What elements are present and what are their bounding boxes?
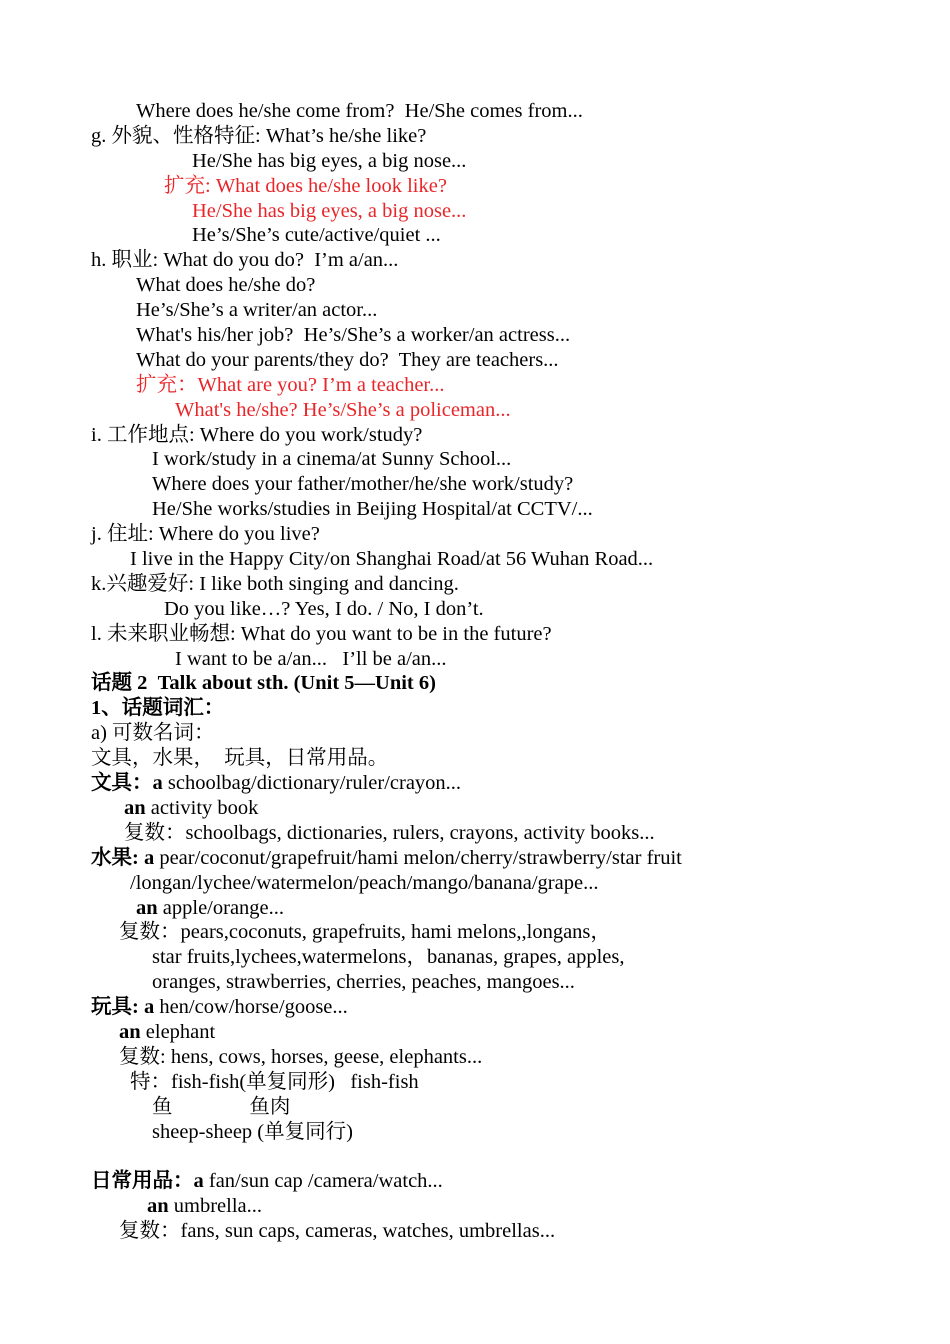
text-line: What do your parents/they do? They are teachers... <box>136 348 559 371</box>
text-line: 复数: hens, cows, horses, geese, elephants... <box>119 1045 483 1068</box>
text-line: Where does he/she come from? He/She comes from... <box>136 100 583 122</box>
category-line: 水果: a pear/coconut/grapefruit/hami melon/cherry/strawberry/star fruit <box>91 846 682 869</box>
text-line: k.兴趣爱好: I like both singing and dancing. <box>91 572 459 595</box>
text-line: He’s/She’s cute/active/quiet ... <box>192 224 441 247</box>
category-label: 文具：a <box>91 772 163 795</box>
text-line: I live in the Happy City/on Shanghai Road/at 56 Wuhan Road... <box>130 548 654 571</box>
text-line: an elephant <box>119 1020 216 1043</box>
document-page <box>0 99 950 1244</box>
text-line: He/She has big eyes, a big nose... <box>192 149 467 172</box>
text-line: an umbrella... <box>147 1195 263 1218</box>
text-line-highlight: 扩充: What does he/she look like? <box>164 174 447 197</box>
text-line: I work/study in a cinema/at Sunny School... <box>152 448 512 471</box>
text-line-highlight: 扩充：What are you? I’m a teacher... <box>136 373 445 396</box>
text-line-highlight: What's he/she? He’s/She’s a policeman... <box>175 398 511 421</box>
text-line: He’s/She’s a writer/an actor... <box>136 299 378 322</box>
text-line: a) 可数名词： <box>91 722 215 745</box>
text-line: oranges, strawberries, cherries, peaches, mangoes... <box>152 971 575 994</box>
text-line: /longan/lychee/watermelon/peach/mango/banana/grape... <box>130 871 599 894</box>
article-label: an <box>136 896 158 919</box>
blank-line <box>0 1144 950 1169</box>
article-label: an <box>119 1020 141 1043</box>
category-label: 玩具: a <box>91 996 155 1019</box>
text-line: an apple/orange... <box>136 896 285 919</box>
text-line: i. 工作地点: Where do you work/study? <box>91 423 423 446</box>
text-line: 特：fish-fish(单复同形) fish-fish <box>130 1070 419 1093</box>
text-line: Where does your father/mother/he/she work/study? <box>152 473 574 496</box>
subsection-heading: 1、话题词汇： <box>91 697 225 720</box>
text-line: 复数：schoolbags, dictionaries, rulers, crayons, activity books... <box>124 821 655 844</box>
text-line: an activity book <box>124 796 259 819</box>
text-line: Do you like…? Yes, I do. / No, I don’t. <box>164 597 484 620</box>
text-line: 文具，水果， 玩具，日常用品。 <box>91 747 389 770</box>
text-line: What's his/her job? He’s/She’s a worker/an actress... <box>136 324 571 347</box>
text-line: star fruits,lychees,watermelons，bananas, grapes, apples, <box>152 946 625 969</box>
text-line: h. 职业: What do you do? I’m a/an... <box>91 249 399 272</box>
article-label: an <box>124 796 146 819</box>
text-line: sheep-sheep (单复同行) <box>152 1120 353 1143</box>
text-line: l. 未来职业畅想: What do you want to be in the future? <box>91 622 552 645</box>
text-line: 复数：fans, sun caps, cameras, watches, umbrellas... <box>119 1220 556 1243</box>
section-heading: 话题 2 Talk about sth. (Unit 5—Unit 6) <box>91 672 436 695</box>
text-line: I want to be a/an... I’ll be a/an... <box>175 647 447 670</box>
text-line: 鱼 鱼肉 <box>152 1095 291 1118</box>
category-label: 水果: a <box>91 846 155 869</box>
text-line: j. 住址: Where do you live? <box>91 523 320 546</box>
category-line: 玩具: a hen/cow/horse/goose... <box>91 996 348 1019</box>
text-line: 复数：pears,coconuts, grapefruits, hami melons,,longans， <box>119 921 611 944</box>
category-label: 日常用品：a <box>91 1170 204 1193</box>
text-line: He/She works/studies in Beijing Hospital/at CCTV/... <box>152 498 593 521</box>
text-line: What does he/she do? <box>136 274 316 297</box>
text-line-highlight: He/She has big eyes, a big nose... <box>192 199 467 222</box>
text-line: g. 外貌、性格特征: What’s he/she like? <box>91 124 427 147</box>
category-line: 日常用品：a fan/sun cap /camera/watch... <box>91 1170 443 1193</box>
category-line: 文具：a schoolbag/dictionary/ruler/crayon... <box>91 772 462 795</box>
article-label: an <box>147 1195 169 1218</box>
